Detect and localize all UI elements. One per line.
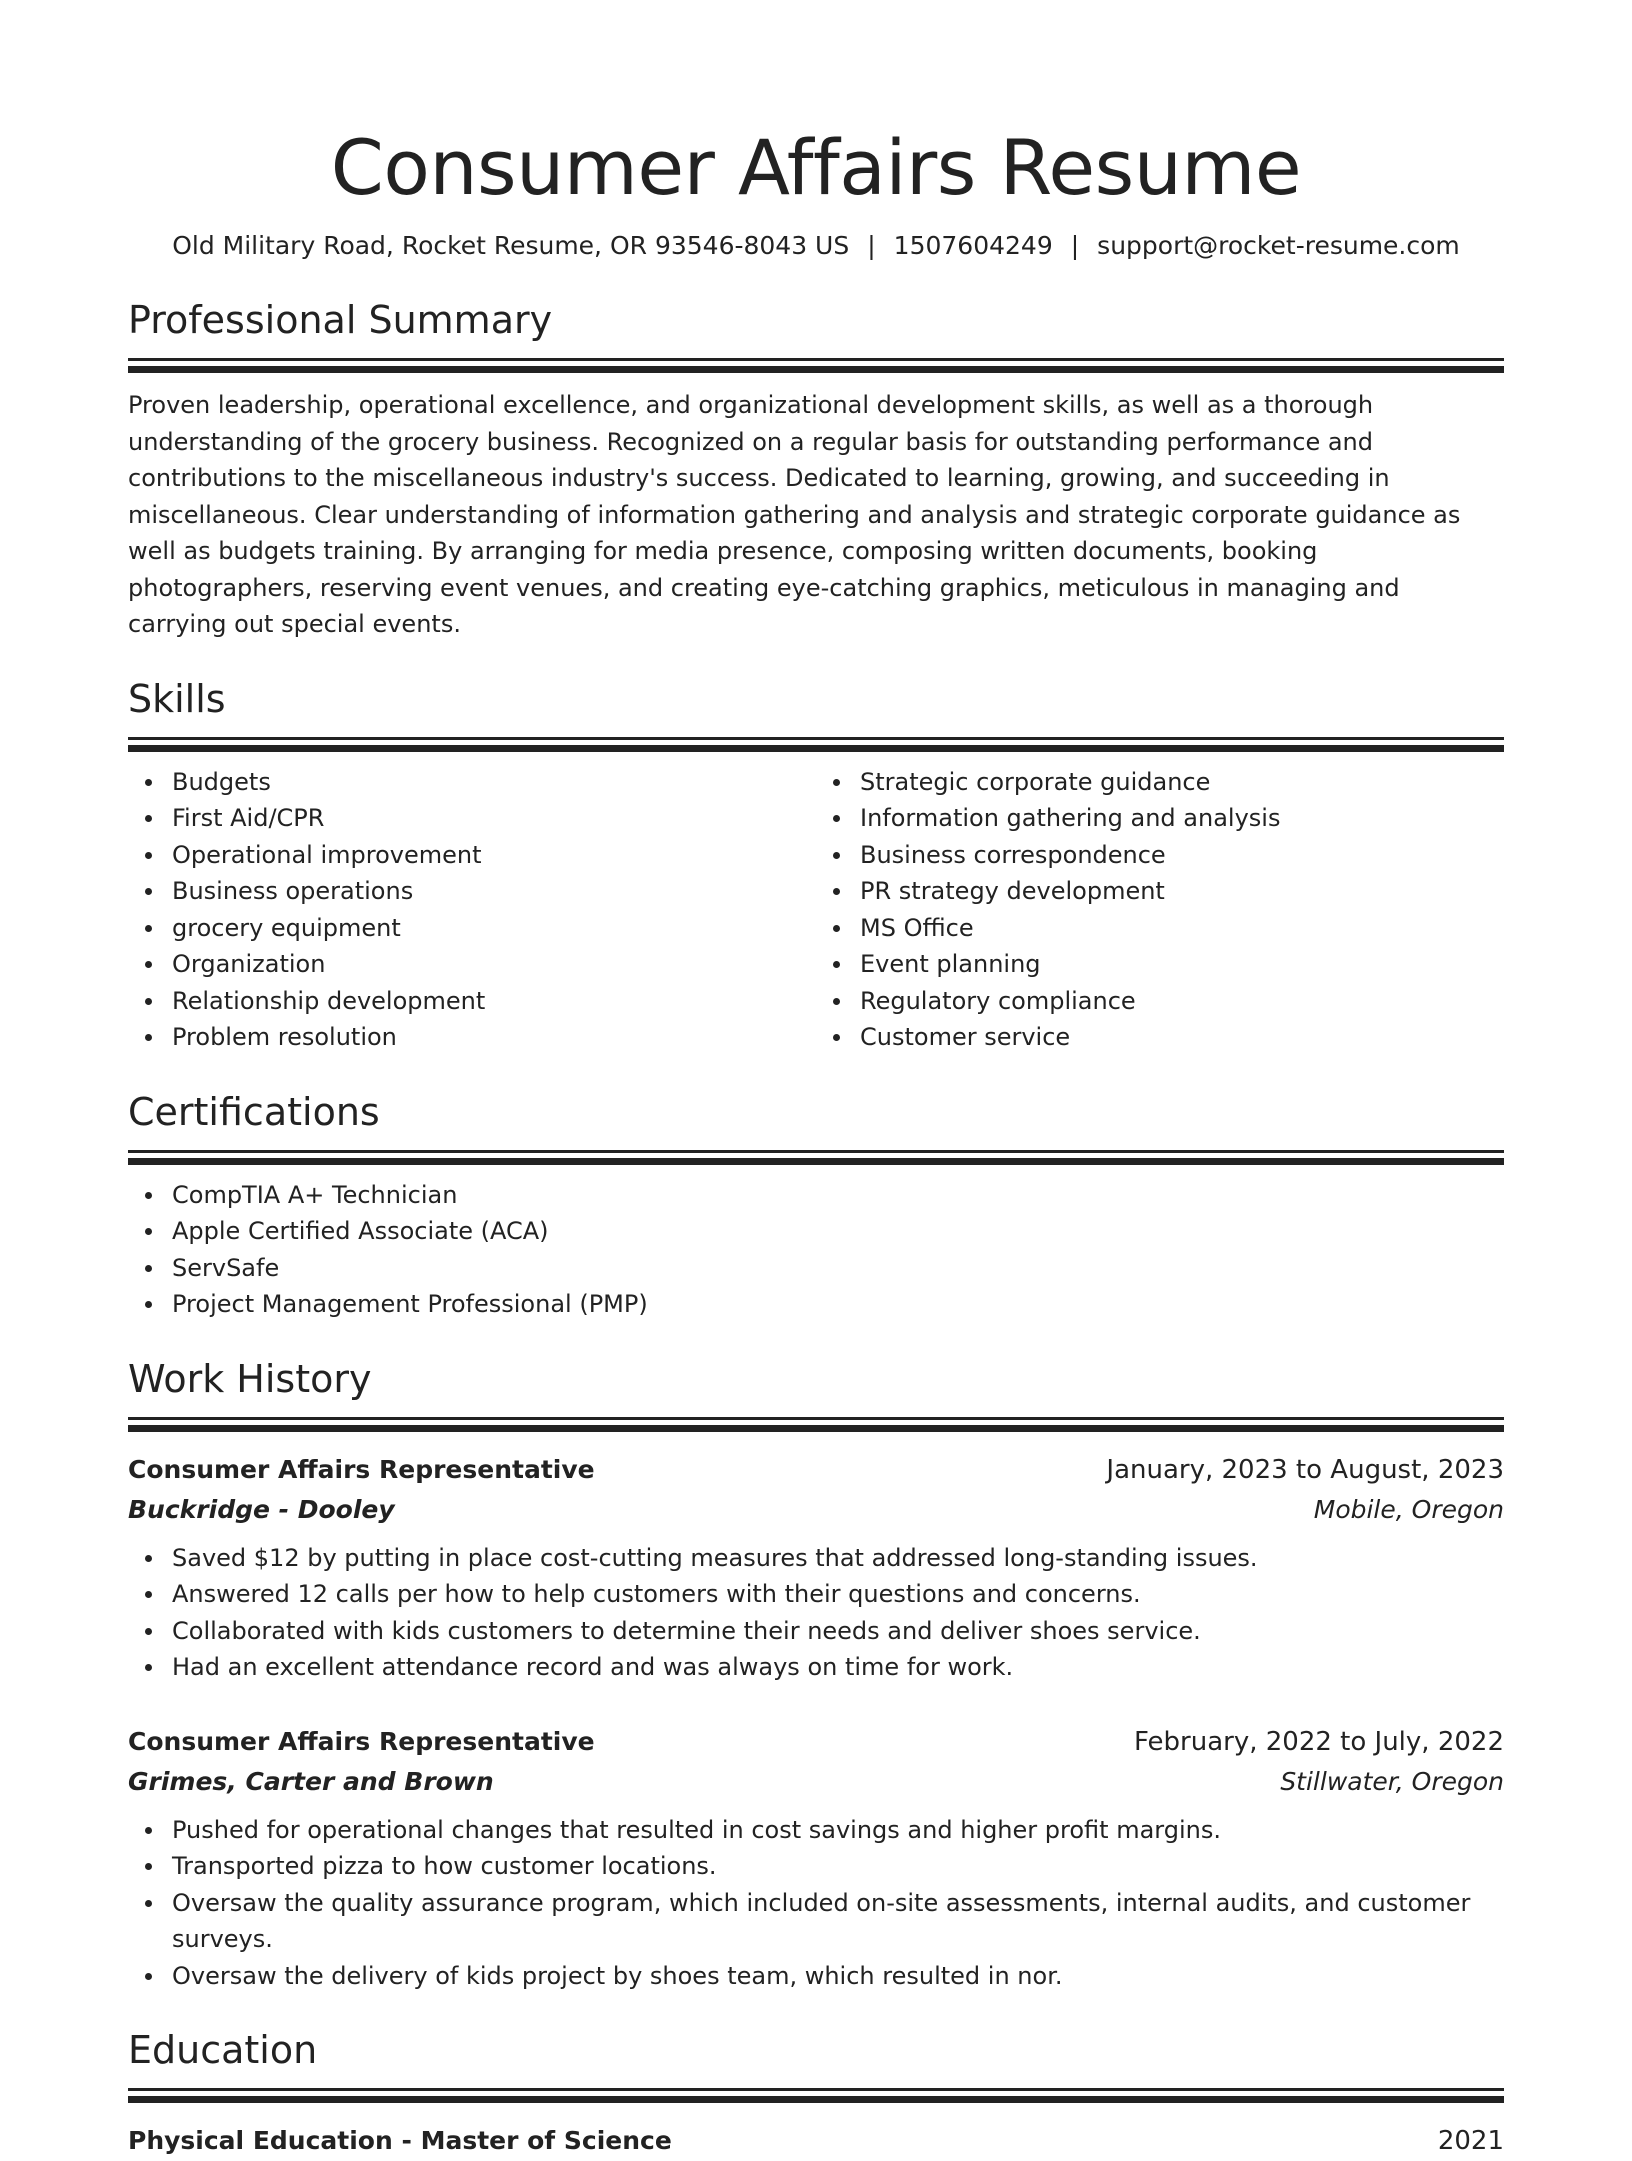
certification-item: Apple Certified Associate (ACA): [172, 1213, 1504, 1250]
section-divider: [128, 737, 1504, 740]
work-history-section: [128, 1357, 1504, 1995]
skill-item: Business operations: [172, 873, 816, 910]
job-entry: [128, 1722, 1504, 1995]
certification-item: ServSafe: [172, 1250, 1504, 1287]
job-header-row: [128, 1450, 1504, 1490]
certification-item: Project Management Professional (PMP): [172, 1286, 1504, 1323]
job-title: Consumer Affairs Representative: [128, 1726, 595, 1756]
section-heading-summary: Professional Summary: [128, 298, 553, 342]
job-bullet: Transported pizza to how customer locations.: [172, 1848, 1504, 1885]
section-divider: [128, 1150, 1504, 1153]
summary-section: [128, 298, 1504, 643]
job-company: Buckridge - Dooley: [128, 1494, 395, 1524]
skill-item: Information gathering and analysis: [860, 800, 1504, 837]
education-section: [128, 2028, 1504, 2161]
section-divider-thick: [128, 745, 1504, 752]
section-divider-thick: [128, 366, 1504, 373]
section-heading-work-history: Work History: [128, 1356, 372, 1401]
education-year: 2021: [1437, 2126, 1504, 2156]
skill-item: MS Office: [860, 910, 1504, 947]
job-company-row: [128, 1490, 1504, 1530]
job-bullet: Pushed for operational changes that resulted in cost savings and higher profit margins.: [172, 1812, 1504, 1849]
contact-separator: |: [1070, 231, 1080, 260]
skill-item: Operational improvement: [172, 837, 816, 874]
contact-separator: |: [867, 231, 876, 260]
job-bullets: [128, 1540, 1504, 1686]
job-entry: [128, 1450, 1504, 1686]
job-bullets: [128, 1812, 1504, 1995]
contact-email[interactable]: support@rocket-resume.com: [1097, 231, 1460, 260]
job-location: Mobile, Oregon: [1313, 1494, 1504, 1524]
job-bullet: Answered 12 calls per how to help customers with their questions and concerns.: [172, 1576, 1504, 1613]
certifications-list: [128, 1177, 1504, 1323]
skill-item: grocery equipment: [172, 910, 816, 947]
job-company: Grimes, Carter and Brown: [128, 1766, 494, 1796]
section-divider: [128, 2088, 1504, 2091]
skill-item: Relationship development: [172, 983, 816, 1020]
job-dates: January, 2023 to August, 2023: [1106, 1454, 1504, 1485]
education-entry: [128, 2121, 1504, 2161]
resume-title: Consumer Affairs Resume: [330, 123, 1302, 212]
job-title: Consumer Affairs Representative: [128, 1454, 595, 1484]
skill-item: Problem resolution: [172, 1019, 816, 1056]
skills-list-left: [128, 764, 816, 1056]
skill-item: First Aid/CPR: [172, 800, 816, 837]
job-location: Stillwater, Oregon: [1280, 1766, 1504, 1796]
education-degree: Physical Education - Master of Science: [128, 2126, 672, 2155]
skill-item: Business correspondence: [860, 837, 1504, 874]
contact-phone: 1507604249: [893, 231, 1053, 260]
job-company-row: [128, 1762, 1504, 1802]
skill-item: Budgets: [172, 764, 816, 801]
section-heading-education: Education: [128, 2028, 318, 2072]
job-header-row: [128, 1722, 1504, 1762]
section-heading-certifications: Certifications: [128, 1089, 380, 1134]
job-bullet: Collaborated with kids customers to determine their needs and deliver shoes service.: [172, 1613, 1504, 1650]
resume-page: [128, 0, 1504, 2161]
section-divider: [128, 1417, 1504, 1420]
certification-item: CompTIA A+ Technician: [172, 1177, 1504, 1214]
job-bullet: Oversaw the delivery of kids project by shoes team, which resulted in nor.: [172, 1958, 1504, 1995]
skill-item: Regulatory compliance: [860, 983, 1504, 1020]
skill-item: Event planning: [860, 946, 1504, 983]
section-divider-thick: [128, 2096, 1504, 2103]
contact-line: [128, 228, 1504, 264]
summary-text: Proven leadership, operational excellence, and organizational development skills, as well as a thorough understanding of the grocery business. Recognized on a regular basis for outstanding performance and contributions to the miscellaneous industry's success. Dedicated to learning, growing, and succeeding in miscellaneous. Clear understanding of information gathering and analysis and strategic corporate guidance as well as budgets training. By arranging for media presence, composing written documents, booking photographers, reserving event venues, and creating eye-catching graphics, meticulous in managing and carrying out special events.: [128, 391, 1461, 638]
contact-address: Old Military Road, Rocket Resume, OR 93546-8043 US: [172, 231, 850, 260]
skill-item: PR strategy development: [860, 873, 1504, 910]
skills-section: [128, 677, 1504, 1056]
skill-item: Organization: [172, 946, 816, 983]
job-bullet: Had an excellent attendance record and was always on time for work.: [172, 1649, 1504, 1686]
job-bullet: Saved $12 by putting in place cost-cutting measures that addressed long-standing issues.: [172, 1540, 1504, 1577]
section-divider-thick: [128, 1425, 1504, 1432]
job-dates: February, 2022 to July, 2022: [1134, 1726, 1504, 1757]
skills-list-right: [816, 764, 1504, 1056]
certifications-section: [128, 1090, 1504, 1323]
section-divider-thick: [128, 1158, 1504, 1165]
job-bullet: Oversaw the quality assurance program, which included on-site assessments, internal audits, and customer surveys.: [172, 1885, 1504, 1958]
skill-item: Strategic corporate guidance: [860, 764, 1504, 801]
skills-grid: [128, 752, 1504, 1056]
section-divider: [128, 358, 1504, 361]
section-heading-skills: Skills: [128, 676, 226, 721]
skill-item: Customer service: [860, 1019, 1504, 1056]
